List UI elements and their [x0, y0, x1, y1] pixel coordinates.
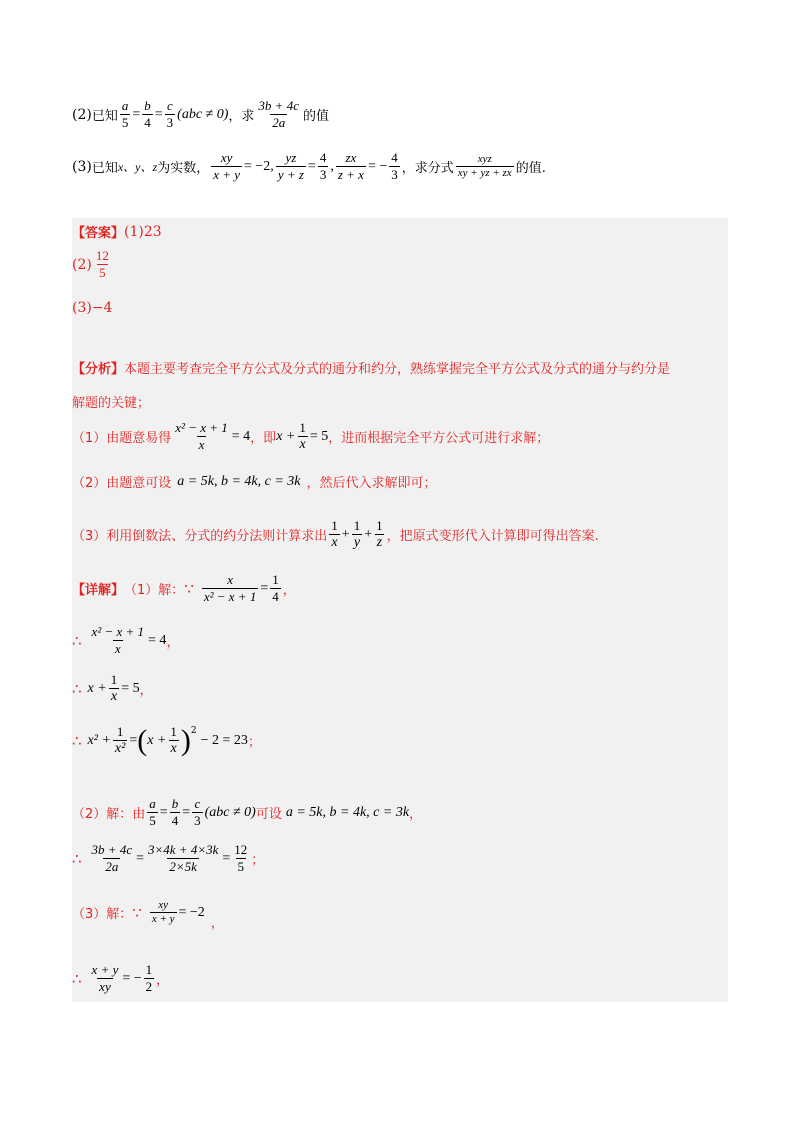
answer-1: (1)23 [124, 223, 162, 240]
analysis-point-1: （1）由题意易得 $\frac{\text{x² − x + 1}}{x}$ = 4 ，即 x + $\frac{1}{x}$ = 5 ，进而根据完全平方公式可进行求解； [72, 420, 550, 452]
detail-step-3: （3）解： ∵ $\frac{xy}{x + y}$ = −2 ， [72, 899, 224, 931]
fraction-quad-x: $\frac{\text{x² − x + 1}}{x}$ [175, 420, 228, 452]
therefore-symbol: ∴ [72, 849, 82, 868]
answer-line-1 [72, 222, 162, 241]
fraction-1-4: $\frac{1}{4}$ [272, 572, 279, 604]
fraction-c-3-b: $\frac{c}{3}$ [194, 796, 201, 828]
fraction-xy: $\frac{xy}{x + y}$ [213, 150, 241, 182]
q3-vars: x、y、z [117, 160, 158, 174]
analysis-tag: 【分析】 [72, 362, 125, 377]
fraction-c-3: $\frac{c}{3}$ [166, 98, 174, 130]
fraction-zx: $\frac{zx}{z + x}$ [337, 150, 364, 182]
fraction-12-5: $\frac{12}{5}$ [234, 842, 248, 874]
fraction-1-y: $\frac{1}{y}$ [353, 518, 361, 550]
analysis-point-2: （2）由题意可设 a = 5k, b = 4k, c = 3k ，然后代入求解即可； [72, 473, 437, 491]
fraction-1-2: $\frac{1}{2}$ [145, 962, 153, 994]
q2-lead: 已知 [91, 109, 118, 124]
answer-tag: 【答案】 [72, 226, 125, 241]
answer-3: (3)−4 [72, 300, 113, 316]
therefore-symbol: ∴ [72, 679, 82, 698]
q3-number: (3) [72, 158, 92, 175]
analysis-point-3: （3）利用倒数法、分式的约分法则计算求出 $\frac{1}{x}$ + $\frac{1}{y}$ + $\frac{1}{z}$ ，把原式变形代入计算即可得出答案. [72, 518, 599, 550]
detail-line-square: ∴ x² + $\frac{1}{\text{x²}}$ = ( x + $\frac{1}{x}$ ) $^2$ − 2 = 23 ； [72, 723, 261, 757]
because-symbol: ∵ [132, 903, 142, 922]
q2-condition: (abc ≠ 0) [177, 106, 229, 122]
fraction-xpy-xy: $\frac{x + y}{xy}$ [91, 962, 119, 994]
detail-step-1: 【详解】 （1）解： ∵ $\frac{x}{\text{x² − x + 1}}$ = $\frac{1}{4}$ ， [72, 572, 296, 604]
fraction-1-x2: $\frac{1}{\text{x²}}$ [114, 724, 126, 756]
answer-2-fraction: $\frac{12}{5}$ [95, 248, 109, 280]
answer-line-3 [72, 300, 112, 316]
detail-line-sum: ∴ x + $\frac{1}{x}$ = 5 ， [72, 672, 153, 704]
analysis-line-2: 解题的关键； [72, 396, 151, 411]
analysis-line-1: 【分析】 本题主要考查完全平方公式及分式的通分和约分，熟练掌握完全平方公式及分式的通分与约分是 [72, 358, 670, 377]
therefore-symbol: ∴ [72, 969, 82, 988]
fraction-a-5-b: $\frac{a}{5}$ [149, 796, 156, 828]
detail-line-reciprocal: ∴ $\frac{x + y}{xy}$ = − $\frac{1}{2}$ ， [72, 962, 170, 994]
fraction-1-x-b: $\frac{1}{x}$ [331, 518, 338, 550]
therefore-symbol: ∴ [72, 731, 82, 750]
fraction-xyz-sum: $\frac{\text{xyz}}{xy + yz + zx}$ [457, 153, 512, 179]
detail-tag: 【详解】 [72, 583, 125, 598]
detail-line-calc: ∴ $\frac{3b + 4c}{2a}$ = $\frac{3\times 4k + 4\times 3k}{2\times 5k}$ = $\frac{12}{5}$ ； [72, 842, 265, 874]
q2-number: (2) [72, 106, 92, 123]
answer-line-2: (2) $\frac{12}{5}$ [72, 248, 109, 280]
solution-panel [72, 218, 728, 1002]
fraction-calc: $\frac{3\times 4k + 4\times 3k}{2\times 5k}$ [148, 842, 219, 874]
fraction-quad-x-b: $\frac{\text{x² − x + 1}}{x}$ [91, 624, 145, 656]
fraction-a-5: $\frac{a}{5}$ [121, 98, 129, 130]
because-symbol: ∵ [184, 579, 194, 598]
detail-line-quad: ∴ $\frac{\text{x² − x + 1}}{x}$ = 4 ， [72, 624, 180, 656]
fraction-1-x-d: $\frac{1}{x}$ [170, 724, 177, 756]
fraction-yz: $\frac{yz}{y + z}$ [277, 150, 304, 182]
question-2: (2) 已知 $\frac{a}{5}$ = $\frac{b}{4}$ = $\frac{c}{3}$ (abc ≠ 0) ，求 $\frac{3b + 4c}{2a}$ 的值 [72, 98, 329, 130]
detail-step-2: （2）解：由 $\frac{a}{5}$ = $\frac{b}{4}$ = $\frac{c}{3}$ (abc ≠ 0) 可设 a = 5k, b = 4k, c = 3k ， [72, 796, 423, 828]
fraction-b-4-b: $\frac{b}{4}$ [171, 796, 179, 828]
therefore-symbol: ∴ [72, 631, 82, 650]
fraction-xy-b: $\frac{xy}{x + y}$ [151, 899, 175, 925]
fraction-3b4c-2a-b: $\frac{3b + 4c}{2a}$ [91, 842, 133, 874]
fraction-4-3-neg: $\frac{4}{3}$ [391, 150, 398, 182]
fraction-x-quad: $\frac{x}{\text{x² − x + 1}}$ [203, 572, 257, 604]
fraction-3b4c-2a: $\frac{3b + 4c}{2a}$ [258, 98, 299, 130]
fraction-b-4: $\frac{b}{4}$ [144, 98, 151, 130]
fraction-4-3: $\frac{4}{3}$ [319, 150, 327, 182]
fraction-1-x: $\frac{1}{x}$ [299, 420, 306, 452]
fraction-1-z: $\frac{1}{z}$ [376, 518, 383, 550]
fraction-1-x-c: $\frac{1}{x}$ [110, 672, 118, 704]
question-3: (3) 已知 x、y、z 为实数， $\frac{xy}{x + y}$ = −2, $\frac{yz}{y + z}$ = $\frac{4}{3}$ , $\frac{zx}{z + x}$ = − $\frac{4}{3}$ ，求分式 $\frac{\text{xyz}}{xy + yz + zx}$ 的值. [72, 150, 546, 182]
